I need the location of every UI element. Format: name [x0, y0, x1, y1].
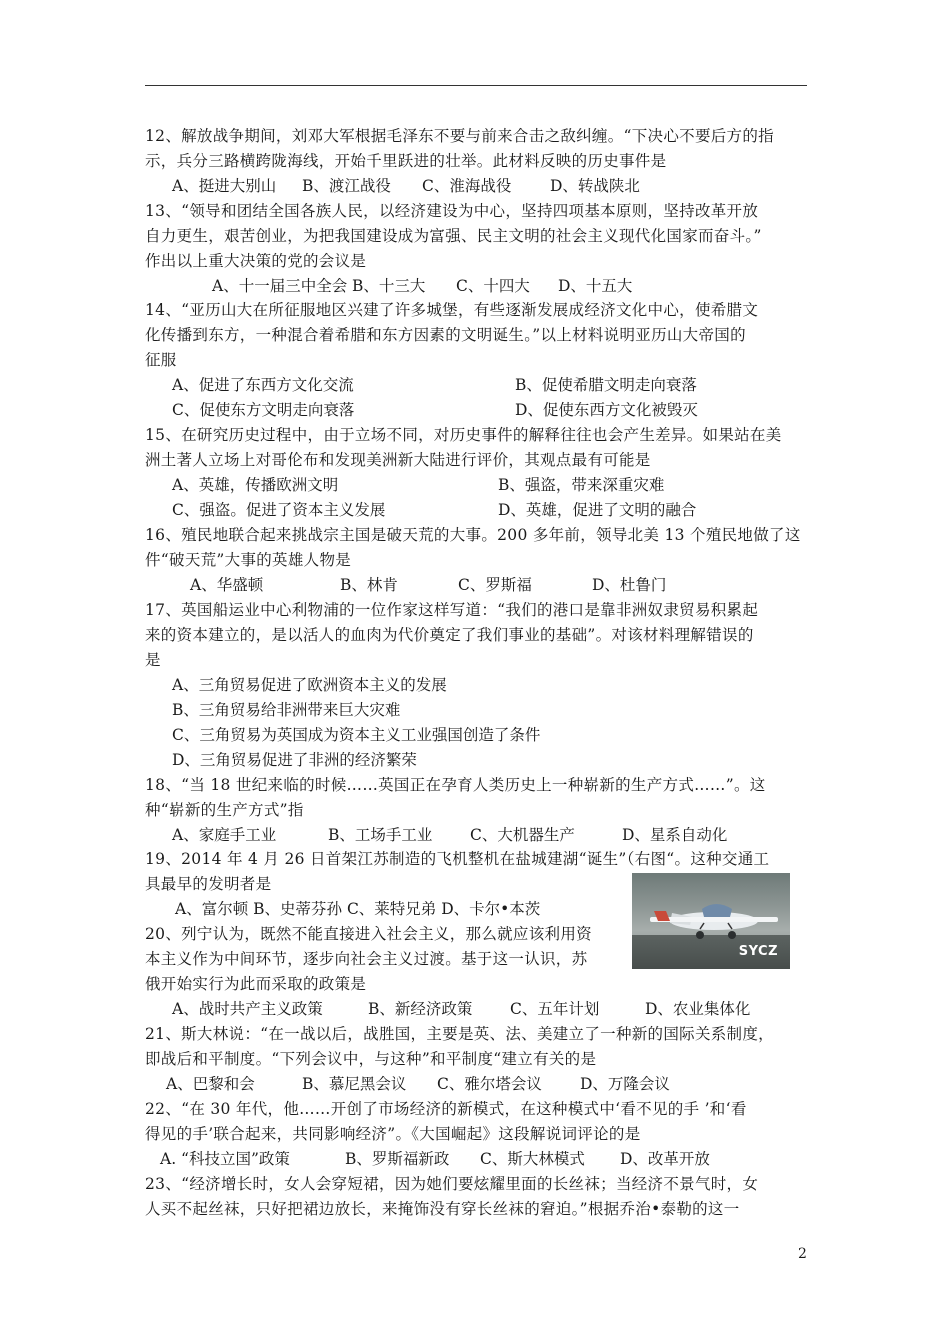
q19-options: A、富尔顿 B、史蒂芬孙 C、莱特兄弟 D、卡尔•本茨	[175, 900, 541, 918]
q15-option-a: A、英雄，传播欧洲文明	[172, 476, 339, 494]
q16-option-c: C、罗斯福	[458, 576, 532, 594]
q14-line-3: 征服	[145, 351, 177, 369]
q23-line-2: 人买不起丝袜，只好把裙边放长，来掩饰没有穿长丝袜的窘迫。”根据乔治•泰勒的这一	[145, 1200, 740, 1218]
q20-option-a: A、战时共产主义政策	[172, 1000, 323, 1018]
q19-line-1: 19、2014 年 4 月 26 日首架江苏制造的飞机整机在盐城建湖“诞生”（右图“。这种交通工	[145, 850, 770, 868]
q13-option-c: C、十四大	[456, 277, 530, 295]
q22-line-2: 得见的手’联合起来，共同影响经济”。《大国崛起》这段解说词评论的是	[145, 1125, 641, 1143]
q22-option-d: D、改革开放	[620, 1150, 710, 1168]
q17-option-c: C、三角贸易为英国成为资本主义工业强国创造了条件	[172, 726, 541, 744]
q22-option-a: A. “科技立国”政策	[160, 1150, 290, 1168]
q17-option-d: D、三角贸易促进了非洲的经济繁荣	[172, 751, 417, 769]
page-number: 2	[798, 1246, 807, 1262]
photo-caption: SYCZ	[738, 944, 778, 959]
q14-option-d: D、促使东西方文化被毁灭	[515, 401, 698, 419]
q18-line-1: 18、“当 18 世纪来临的时候……英国正在孕育人类历史上一种崭新的生产方式……”。这	[145, 776, 766, 794]
q20-option-d: D、农业集体化	[645, 1000, 751, 1018]
q20-line-2: 本主义作为中间环节，逐步向社会主义过渡。基于这一认识，苏	[145, 950, 588, 968]
q15-line-1: 15、在研究历史过程中，由于立场不同，对历史事件的解释往往也会产生差异。如果站在美	[145, 426, 782, 444]
q20-line-3: 俄开始实行为此而采取的政策是	[145, 975, 367, 993]
q18-line-2: 种“崭新的生产方式”指	[145, 801, 304, 819]
q20-option-c: C、五年计划	[510, 1000, 600, 1018]
q23-line-1: 23、“经济增长时，女人会穿短裙，因为她们要炫耀里面的长丝袜；当经济不景气时，女	[145, 1175, 759, 1193]
q15-option-b: B、强盗，带来深重灾难	[498, 476, 665, 494]
q15-option-c: C、强盗。促进了资本主义发展	[172, 501, 386, 519]
q16-option-a: A、华盛顿	[190, 576, 264, 594]
q21-option-d: D、万隆会议	[580, 1075, 670, 1093]
q13-option-b: B、十三大	[352, 277, 426, 295]
q12-option-b: B、渡江战役	[302, 177, 391, 195]
q20-line-1: 20、列宁认为，既然不能直接进入社会主义，那么就应该利用资	[145, 925, 592, 943]
q22-line-1: 22、“在 30 年代，他……开创了市场经济的新模式，在这种模式中‘看不见的手 ’和‘看	[145, 1100, 747, 1118]
q20-option-b: B、新经济政策	[368, 1000, 473, 1018]
q15-line-2: 洲土著人立场上对哥伦布和发现美洲新大陆进行评价，其观点最有可能是	[145, 451, 651, 469]
q19-line-2: 具最早的发明者是	[145, 875, 272, 893]
q12-line-2: 示，兵分三路横跨陇海线，开始千里跃进的壮举。此材料反映的历史事件是	[145, 152, 667, 170]
q21-line-2: 即战后和平制度。“下列会议中，与这种”和平制度“建立有关的是	[145, 1050, 597, 1068]
q12-option-c: C、淮海战役	[422, 177, 512, 195]
q21-option-a: A、巴黎和会	[166, 1075, 255, 1093]
q15-option-d: D、英雄，促进了文明的融合	[498, 501, 697, 519]
q12-option-a: A、挺进大别山	[172, 177, 277, 195]
q17-line-1: 17、英国船运业中心利物浦的一位作家这样写道：“我们的港口是靠非洲奴隶贸易积累起	[145, 601, 759, 619]
q16-option-b: B、林肯	[340, 576, 398, 594]
q21-option-b: B、慕尼黑会议	[302, 1075, 407, 1093]
q18-option-c: C、大机器生产	[470, 826, 575, 844]
q18-option-d: D、星系自动化	[622, 826, 728, 844]
q22-option-b: B、罗斯福新政	[345, 1150, 450, 1168]
q14-option-b: B、促使希腊文明走向衰落	[515, 376, 697, 394]
q16-line-1: 16、殖民地联合起来挑战宗主国是破天荒的大事。200 多年前，领导北美 13 个殖民地做了这	[145, 526, 801, 544]
q16-option-d: D、杜鲁门	[592, 576, 667, 594]
q12-line-1: 12、解放战争期间，刘邓大军根据毛泽东不要与前来合击之敌纠缠。“下决心不要后方的指	[145, 127, 774, 145]
q22-option-c: C、斯大林模式	[480, 1150, 585, 1168]
q13-option-a: A、十一届三中全会	[212, 277, 348, 295]
q17-option-b: B、三角贸易给非洲带来巨大灾难	[172, 701, 401, 719]
q17-line-2: 来的资本建立的，是以活人的血肉为代价奠定了我们事业的基础”。对该材料理解错误的	[145, 626, 754, 644]
airplane-photo	[632, 873, 790, 969]
q13-line-1: 13、“领导和团结全国各族人民，以经济建设为中心，坚持四项基本原则，坚持改革开放	[145, 202, 759, 220]
q17-line-3: 是	[145, 651, 161, 669]
q13-line-2: 自力更生，艰苦创业，为把我国建设成为富强、民主文明的社会主义现代化国家而奋斗。”	[145, 227, 762, 245]
q14-option-a: A、促进了东西方文化交流	[172, 376, 354, 394]
q14-option-c: C、促使东方文明走向衰落	[172, 401, 355, 419]
q14-line-2: 化传播到东方，一种混合着希腊和东方因素的文明诞生。”以上材料说明亚历山大帝国的	[145, 326, 746, 344]
q17-option-a: A、三角贸易促进了欧洲资本主义的发展	[172, 676, 447, 694]
q14-line-1: 14、“亚历山大在所征服地区兴建了许多城堡，有些逐渐发展成经济文化中心，使希腊文	[145, 301, 759, 319]
q21-line-1: 21、斯大林说：“在一战以后，战胜国，主要是英、法、美建立了一种新的国际关系制度，	[145, 1025, 774, 1043]
q18-option-a: A、家庭手工业	[172, 826, 277, 844]
q18-option-b: B、工场手工业	[328, 826, 433, 844]
q21-option-c: C、雅尔塔会议	[437, 1075, 542, 1093]
q13-line-3: 作出以上重大决策的党的会议是	[145, 252, 367, 270]
q13-option-d: D、十五大	[558, 277, 633, 295]
q16-line-2: 件“破天荒”大事的英雄人物是	[145, 551, 352, 569]
q12-option-d: D、转战陕北	[550, 177, 640, 195]
